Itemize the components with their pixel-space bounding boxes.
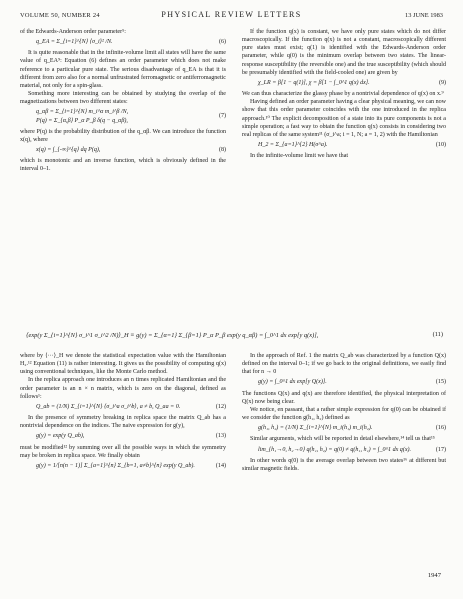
equation-body — [20, 108, 128, 124]
paragraph: Something more interesting can be obtained by studying the overlap of the magnetizations between two different states: — [20, 91, 226, 106]
equation-body: g(y) = exp(y Q_ab), — [36, 433, 85, 440]
equation-number: (11) — [432, 331, 443, 338]
paragraph: If the function q(x) is constant, we have only pure states which do not differ macroscopically. If the function q(x) is not a constant, macroscopically different pure states must exist; q(1) is identified with the Edwards-Anderson order parameter, while q(0) is the minimum overlap between two states. The linear-response susceptibility (the reversible one) and the true susceptibility (which should be presumably identified with the field-cooled one) are given by — [242, 29, 446, 76]
equation-16 — [242, 424, 446, 432]
right-column-top — [242, 28, 446, 160]
issue-date: 13 JUNE 1983 — [405, 12, 443, 19]
paragraph: of the Edwards-Anderson order parameter⁵: — [20, 29, 126, 35]
paragraph: Similar arguments, which will be reported in detail elsewhere,¹⁴ tell us that¹⁵ — [250, 436, 435, 443]
equation-number: (7) — [218, 113, 226, 120]
right-column-bottom — [242, 352, 446, 473]
equation-number: (6) — [218, 39, 226, 46]
equation-17 — [242, 446, 446, 454]
paragraph: In the replica approach one introduces an n times replicated Hamiltonian and the order parameter is an n × n matrix, which is zero on the diagonal, defined as follows¹: — [20, 377, 226, 400]
page-number: 1947 — [427, 572, 441, 579]
paragraph: We notice, en passant, that a rather simple expression for q(0) can be obtained if we consider the function g(h₁, h₂) defined as — [242, 406, 446, 422]
running-header — [20, 10, 443, 22]
equation-body: Q_ab = (1/N) Σ_{i=1}^{N} ⟨σ_i^a σ_i^b⟩, a ≠ b, Q_aa = 0. — [36, 403, 181, 410]
equation-body: ⟨exp(y Σ_{i=1}^{N} σ_i^1 σ_i^2 /N)⟩_H ≡ g(y) = Σ_{α=1} Σ_{β=1} P_α P_β exp(y q_αβ) = ∫_0^1 dx exp[y q(x)], — [26, 332, 319, 339]
equation-9 — [242, 79, 446, 87]
equation-15 — [242, 378, 446, 386]
equation-number: (15) — [435, 379, 446, 386]
paragraph: must be modified¹² by summing over all the possible ways in which the symmetry may be broken in replica space. We finally obtain — [20, 444, 226, 459]
equation-body: x(q) = ∫_{-∞}^{q} dq P(q), — [36, 147, 101, 154]
equation-body: g(y) = 1/[n(n − 1)] Σ_{a=1}^{n} Σ_{b=1, a≠b}^{n} exp(y Q_ab). — [36, 462, 195, 469]
equation-14 — [20, 462, 226, 470]
equation-number: (10) — [435, 142, 446, 149]
volume-number: VOLUME 50, NUMBER 24 — [20, 12, 100, 19]
equation-body: χ_LR = β[1 − q(1)], χ = β[1 − ∫_0^1 q(x) dx]. — [258, 79, 370, 86]
equation-body: g(y) = ∫_0^1 dx exp[y Q(x)]. — [258, 379, 327, 386]
equation-number: (14) — [215, 462, 226, 469]
paragraph: where P(q) is the probability distribution of the q_αβ. We can introduce the function x(q), where — [20, 128, 226, 143]
equation-body: H_2 = Σ_{a=1}^{2} H(σ^a). — [258, 142, 328, 149]
equation-body: lim_{h₁→0, h₂→0} q(h₁, h₂) = q(0) ≠ q(h₁, h₁) = ∫_0^1 dx q(x). — [258, 446, 412, 453]
journal-title: PHYSICAL REVIEW LETTERS — [161, 10, 302, 19]
equation-line: q_αβ = Σ_{i=1}^{N} m_i^α m_i^β /N, — [36, 109, 129, 116]
equation-8 — [20, 146, 226, 154]
paragraph: The functions Q(x) and q(x) are therefore identified, the physical interpretation of Q(x) now being clear. — [242, 390, 446, 405]
paragraph: In the infinite-volume limit we have that — [250, 153, 349, 160]
paragraph: In the approach of Ref. 1 the matrix Q_ab was characterized by a function Q(x) defined on the interval 0–1; if we go back to the original definitions, we easily find that for n → 0 — [242, 353, 446, 376]
equation-6 — [20, 38, 226, 46]
left-column-top — [20, 28, 226, 174]
equation-line: P(q) = Σ_{α,β} P_α P_β δ(q − q_αβ), — [36, 117, 128, 124]
equation-12 — [20, 403, 226, 411]
left-column-bottom — [20, 352, 226, 473]
equation-7 — [20, 108, 226, 124]
equation-number: (17) — [435, 446, 446, 453]
paragraph: It is quite reasonable that in the infinite-volume limit all states will have the same value of q_EA⁹: Equation (6) defines an order parameter which does not make reference to a particular pure state. The serious disadvantage of q_EA is that it is different from zero also for a normal unfrustrated ferromagnetic or antiferromagnetic material, not only for a spin-glass. — [20, 50, 226, 89]
paragraph: In the presence of symmetry breaking in replica space the matrix Q_ab has a nontrivial dependence on the indices. The naive expression for g(y), — [20, 415, 226, 430]
paragraph: We can thus characterize the glassy phase by a nontrivial dependence of q(x) on x.⁹ — [242, 91, 444, 98]
equation-number: (13) — [215, 433, 226, 440]
equation-11 — [20, 331, 443, 339]
equation-number: (16) — [435, 425, 446, 432]
equation-body: g(h₁, h₂) = (1/N) Σ_{i=1}^{N} m_i(h₁) m_i(h₂). — [258, 425, 373, 432]
paragraph: which is monotonic and an inverse function, which is obviously defined in the interval 0–1. — [20, 158, 226, 173]
equation-number: (9) — [438, 79, 446, 86]
paragraph: where by ⟨···⟩_H we denote the statistical expectation value with the Hamiltonian H₂.¹² Equation (11) is rather interesting. It gives us the possibility of computing q(x) using conventional techniques, like the Monte Carlo method. — [20, 353, 226, 376]
paragraph: In other words q(0) is the average overlap between two states¹⁶ at different but similar magnetic fields. — [242, 457, 446, 472]
equation-13 — [20, 432, 226, 440]
equation-body: q_EA = Σ_{i=1}^{N} ⟨σ_i⟩² /N. — [36, 39, 113, 46]
equation-number: (12) — [215, 403, 226, 410]
equation-10 — [242, 141, 446, 149]
paragraph: Having defined an order parameter having a clear physical meaning, we can now show that this order parameter coincides with the one introduced in the replica approach.¹⁰ The explicit decomposition of a state into its pure components is not a simple operation; a fast way to obtain the function q(x) consists in considering two real replicas of the same system¹¹ (σ_i^a; i = 1, N; a = 1, 2) with the Hamiltonian — [242, 99, 446, 138]
equation-number: (8) — [218, 147, 226, 154]
